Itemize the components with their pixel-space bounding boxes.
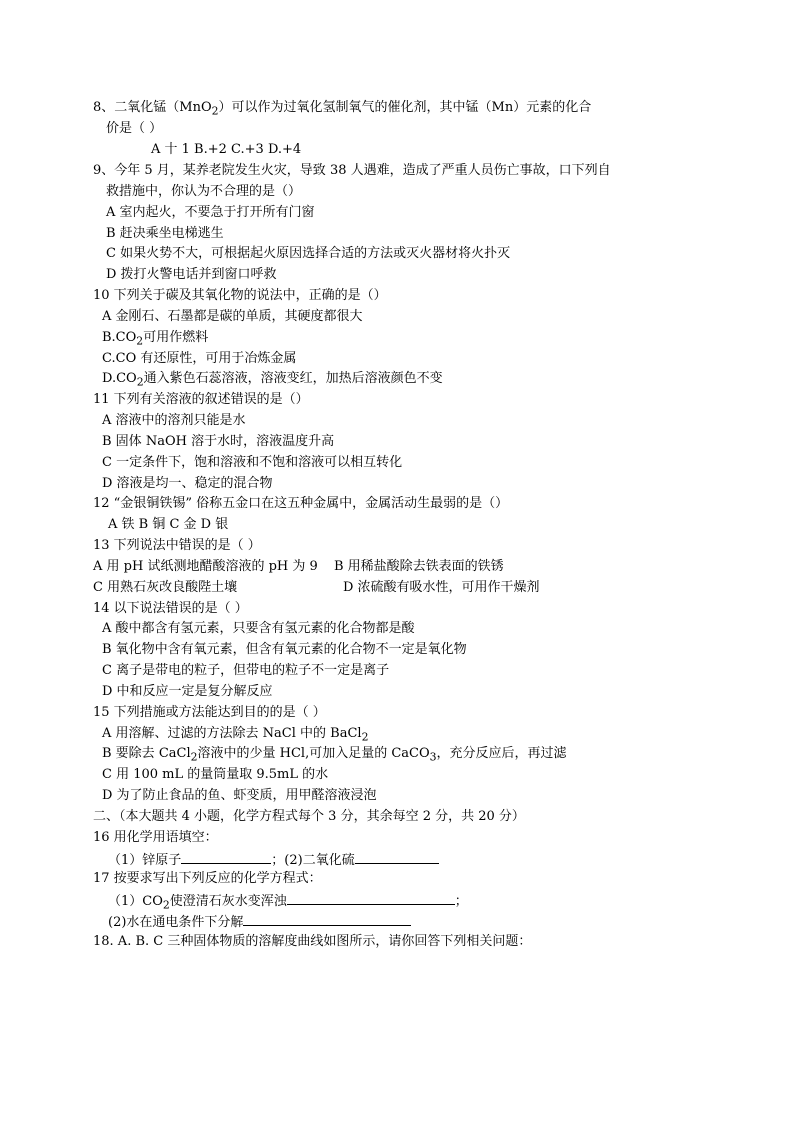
q8-line1 <box>93 100 591 120</box>
q14-option-b: B 氧化物中含有氧元素，但含有氧元素的化合物不一定是氧化物 <box>102 642 467 657</box>
q11-option-c: C 一定条件下，饱和溶液和不饱和溶液可以相互转化 <box>102 455 403 470</box>
q11-option-b: B 固体 NaOH 溶于水时，溶液温度升高 <box>102 434 335 449</box>
q15-b-subscript-2: 3 <box>429 750 437 764</box>
q15-b-text: B 要除去 CaCl <box>102 746 191 761</box>
q15-stem: 15 下列措施或方法能达到目的的是（ ） <box>93 705 326 720</box>
q9-line2: 救措施中，你认为不合理的是（） <box>106 184 302 199</box>
q16-part2-label: ；(2)二氧化硫 <box>271 853 355 868</box>
q15-b-subscript: 2 <box>190 750 198 764</box>
q16-part1-label: （1）锌原子 <box>108 853 182 868</box>
q15-option-c: C 用 100 mL 的量筒量取 9.5mL 的水 <box>102 767 329 782</box>
q11-stem: 11 下列有关溶液的叙述错误的是（） <box>93 392 309 407</box>
q10-b-subscript: 2 <box>136 334 144 348</box>
q15-option-d: D 为了防止食品的鱼、虾变质，用甲醛溶液浸泡 <box>102 788 377 803</box>
q9-option-d: D 拨打火警电话并到窗口呼救 <box>106 267 277 282</box>
q16-line <box>108 851 439 869</box>
q12-options: A 铁 B 铜 C 金 D 银 <box>108 517 229 532</box>
q13-option-b: B 用稀盐酸除去铁表面的铁锈 <box>334 559 504 574</box>
q10-b-text-cont: 可用作燃料 <box>143 330 209 345</box>
q17-blank-2[interactable] <box>243 913 411 926</box>
q9-option-a: A 室内起火，不要急于打开所有门窗 <box>106 205 315 220</box>
q10-option-a: A 金刚石、石墨都是碳的单质，其硬度都很大 <box>102 309 363 324</box>
q17-part2-label: (2)水在通电条件下分解 <box>108 915 244 930</box>
q16-blank-1[interactable] <box>181 851 271 864</box>
q17-blank-1[interactable] <box>287 892 455 905</box>
q8-subscript: 2 <box>211 104 219 118</box>
q8-options: A 十 1 B.+2 C.+3 D.+4 <box>151 142 302 157</box>
q13-option-d: D 浓硫酸有吸水性，可用作干燥剂 <box>343 580 540 595</box>
q10-d-text: D.CO <box>102 371 137 386</box>
q16-blank-2[interactable] <box>355 851 439 864</box>
q14-option-d: D 中和反应一定是复分解反应 <box>102 684 273 699</box>
q10-stem: 10 下列关于碳及其氧化物的说法中，正确的是（） <box>93 288 387 303</box>
q16-stem: 16 用化学用语填空： <box>93 830 218 845</box>
section-2-heading: 二、（本大题共 4 小题，化学方程式每个 3 分，其余每空 2 分，共 20 分） <box>93 809 525 824</box>
q12-stem: 12 “金银铜铁锡” 俗称五金口在这五种金属中，金属活动生最弱的是（） <box>93 496 509 511</box>
q10-d-text-cont: 通入紫色石蕊溶液，溶液变红，加热后溶液颜色不变 <box>143 371 443 386</box>
q15-option-a <box>102 726 368 746</box>
q13-option-c: C 用熟石灰改良酸陛土壤 <box>93 580 238 595</box>
q9-line1: 9、今年 5 月，某养老院发生火灾，导致 38 人遇难，造成了严重人员伤亡事故，口下列自 <box>93 163 611 178</box>
q18-stem: 18. A. B. C 三种固体物质的溶解度曲线如图所示，请你回答下列相关问题： <box>93 934 532 949</box>
q17-part1-label-cont: 使澄清石灰水变浑浊 <box>169 894 287 909</box>
q14-option-a: A 酸中都含有氢元素，只要含有氢元素的化合物都是酸 <box>102 621 415 636</box>
q14-option-c: C 离子是带电的粒子，但带电的粒子不一定是离子 <box>102 663 390 678</box>
q15-a-subscript: 2 <box>361 730 369 744</box>
q15-b-text-mid: 溶液中的少量 HCl,可加入足量的 CaCO <box>197 746 430 761</box>
q13-option-a: A 用 pH 试纸测地醋酸溶液的 pH 为 9 <box>93 559 318 574</box>
q8-text-cont: ）可以作为过氧化氢制氧气的催化剂，其中锰（Mn）元素的化合 <box>218 100 592 115</box>
q8-text: 8、二氧化锰（MnO <box>93 100 212 115</box>
q10-b-text: B.CO <box>102 330 137 345</box>
q15-option-b <box>102 746 567 766</box>
q14-stem: 14 以下说法错误的是（ ） <box>93 601 248 616</box>
q17-part1-label: （1）CO <box>108 894 163 909</box>
q17-part1-subscript: 2 <box>162 898 170 912</box>
q11-option-d: D 溶液是均一、稳定的混合物 <box>102 476 273 491</box>
q17-part1-end: ； <box>454 894 468 909</box>
q9-option-c: C 如果火势不大，可根据起火原因选择合适的方法或灭火器材将火扑灭 <box>106 246 511 261</box>
q9-option-b: B 赶决乘坐电梯逃生 <box>106 226 224 241</box>
q10-option-c: C.CO 有还原性，可用于冶炼金属 <box>102 351 297 366</box>
q15-a-text: A 用溶解、过滤的方法除去 NaCl 中的 BaCl <box>102 726 362 741</box>
q10-option-d <box>102 371 443 391</box>
q15-b-text-end: ，充分反应后，再过滤 <box>436 746 567 761</box>
q11-option-a: A 溶液中的溶剂只能是水 <box>102 413 246 428</box>
q13-stem: 13 下列说法中错误的是（ ） <box>93 538 261 553</box>
q17-line2 <box>108 913 411 931</box>
q17-line1 <box>108 892 468 914</box>
q17-stem: 17 按要求写出下列反应的化学方程式： <box>93 871 322 886</box>
q8-line2: 价是（ ） <box>106 121 163 136</box>
q10-d-subscript: 2 <box>136 375 144 389</box>
q10-option-b <box>102 330 208 350</box>
